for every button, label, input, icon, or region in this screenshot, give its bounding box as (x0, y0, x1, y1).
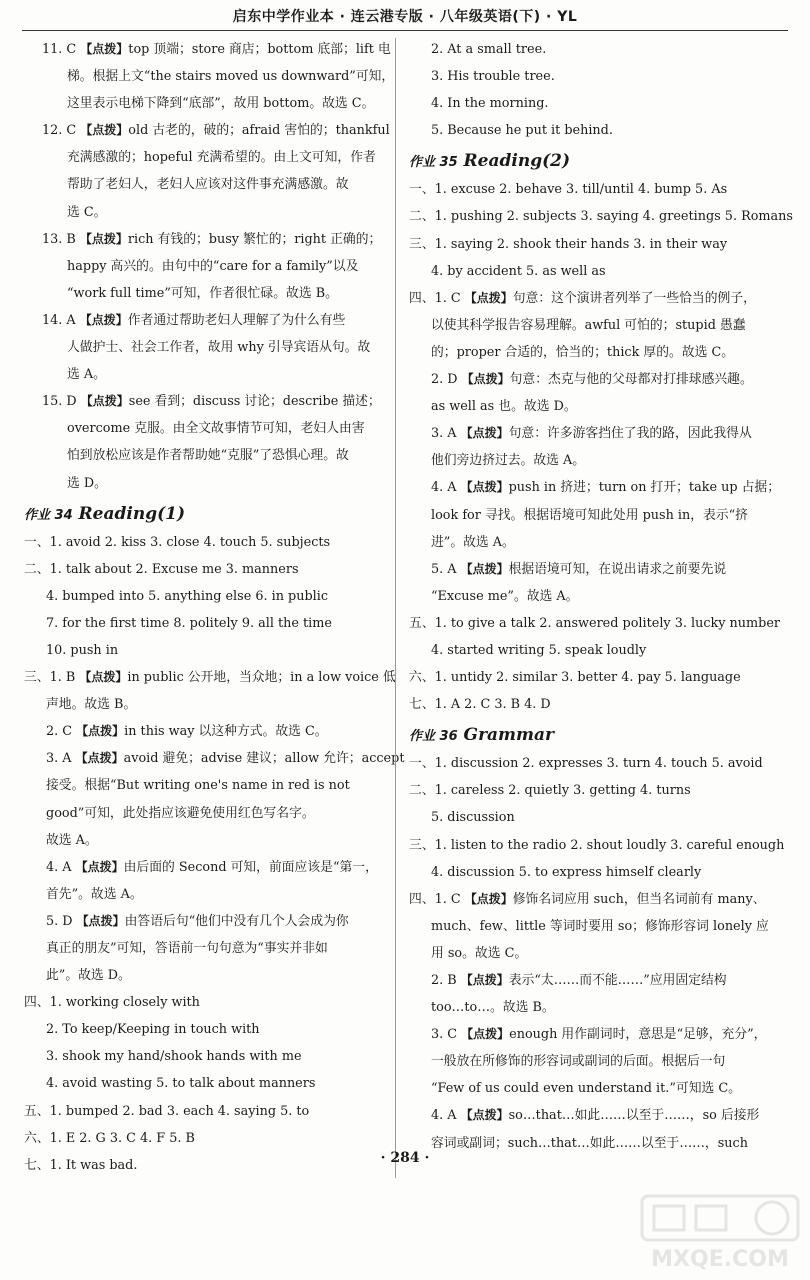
answer-line: 3. shook my hand/shook hands with me (46, 1049, 302, 1065)
header-rule (22, 30, 788, 31)
answer-line: 13. B 【点拨】rich 有钱的；busy 繁忙的；right 正确的； (42, 231, 382, 247)
answer-line: 5. discussion (431, 810, 515, 826)
section-heading (24, 497, 384, 529)
answer-line: 3. His trouble tree. (431, 69, 555, 85)
answer-line: 声地。故选 B。 (46, 697, 137, 713)
answer-line: 此”。故选 D。 (46, 968, 131, 984)
page-header: 启东中学作业本 · 连云港专版 · 八年级英语(下) · YL (232, 9, 578, 25)
section-number: 作业 34 (24, 507, 73, 523)
answer-line: 以使其科学报告容易理解。awful 可怕的；stupid 愚蠢 (431, 317, 746, 333)
answer-line: good”可知，此处指应该避免使用红色写名字。 (46, 805, 315, 821)
answer-line: 真正的朋友”可知，答语前一句句意为“事实并非如 (46, 941, 328, 956)
answer-line: 五、1. to give a talk 2. answered politely 3. lucky number (409, 615, 781, 631)
answer-line: 2. At a small tree. (431, 42, 547, 57)
answer-line: 七、1. A 2. C 3. B 4. D (409, 697, 551, 713)
answer-line: 选 A。 (67, 367, 106, 383)
answer-line: 用 so。故选 C。 (431, 945, 528, 961)
answer-line: 11. C 【点拨】top 顶端；store 商店；bottom 底部；lift 电 (42, 42, 391, 57)
answer-line: too…to…。故选 B。 (431, 1000, 555, 1016)
watermark-logo (640, 1192, 800, 1272)
section-title: Reading(1) (78, 503, 186, 524)
answer-line: 充满感激的；hopeful 充满希望的。由上文可知，作者 (67, 150, 376, 166)
answer-line: 三、1. listen to the radio 2. shout loudly 3. careful enough (409, 837, 785, 853)
answer-line: 四、1. C 【点拨】修饰名词应用 such，但当名词前有 many、 (409, 891, 766, 907)
answer-line: 选 D。 (67, 475, 107, 491)
answer-line: 六、1. E 2. G 3. C 4. F 5. B (24, 1130, 195, 1146)
section-heading (409, 718, 771, 750)
answer-line: 二、1. careless 2. quietly 3. getting 4. turns (409, 783, 691, 799)
answer-line: 三、1. saying 2. shook their hands 3. in their way (409, 236, 728, 252)
answer-line: 7. for the first time 8. politely 9. all the time (46, 615, 332, 631)
answer-line: “work full time”可知，作者很忙碌。故选 B。 (67, 285, 338, 301)
column-divider (395, 38, 396, 1178)
svg-text:MXQE.COM: MXQE.COM (651, 1247, 789, 1272)
answer-line: 5. A 【点拨】根据语境可知，在说出请求之前要先说 (431, 561, 727, 577)
answer-line: 15. D 【点拨】see 看到；discuss 讨论；describe 描述； (42, 394, 381, 410)
right-column (409, 36, 793, 1157)
answer-line: 二、1. pushing 2. subjects 3. saying 4. greetings 5. Romans (409, 209, 793, 225)
answer-line: 帮助了老妇人，老妇人应该对这件事充满感激。故 (67, 177, 349, 193)
answer-line: 一、1. excuse 2. behave 3. till/until 4. bump 5. As (409, 182, 728, 198)
answer-line: 2. B 【点拨】表示“太……而不能……”应用固定结构 (431, 973, 727, 988)
section-number: 作业 35 (409, 155, 458, 171)
answer-line: 5. D 【点拨】由答语后句“他们中没有几个人会成为你 (46, 913, 349, 929)
answer-line: 4. A 【点拨】由后面的 Second 可知，前面应该是“第一， (46, 859, 378, 875)
answer-line: 2. D 【点拨】句意：杰克与他的父母都对打排球感兴趣。 (431, 372, 753, 388)
answer-line: 5. Because he put it behind. (431, 123, 613, 139)
answer-line: 六、1. untidy 2. similar 3. better 4. pay 5. language (409, 670, 741, 686)
section-heading (409, 144, 771, 176)
answer-line: 容词或副词；such…that…如此……以至于……，such (431, 1135, 748, 1151)
answer-line: overcome 克服。由全文故事情节可知，老妇人由害 (67, 421, 365, 437)
answer-line: 四、1. working closely with (24, 995, 200, 1011)
answer-line: as well as 也。故选 D。 (431, 399, 577, 415)
answer-line: 七、1. It was bad. (24, 1157, 138, 1173)
answer-line: much、few、little 等词时要用 so；修饰形容词 lonely 应 (431, 918, 769, 934)
answer-line: 一般放在所修饰的形容词或副词的后面。根据后一句 (431, 1054, 726, 1070)
answer-line: 3. A 【点拨】句意：许多游客挡住了我的路，因此我得从 (431, 426, 752, 442)
answer-line: 的；proper 合适的，恰当的；thick 厚的。故选 C。 (431, 344, 735, 360)
answer-line: 4. avoid wasting 5. to talk about manners (46, 1076, 316, 1092)
answer-line: 一、1. avoid 2. kiss 3. close 4. touch 5. subjects (24, 534, 331, 550)
answer-line: 4. by accident 5. as well as (431, 263, 606, 279)
answer-line: 怕到放松应该是作者帮助她“克服”了恐惧心理。故 (67, 448, 349, 464)
answer-line: 一、1. discussion 2. expresses 3. turn 4. touch 5. avoid (409, 756, 763, 772)
answer-line: 3. C 【点拨】enough 用作副词时，意思是“足够，充分”， (431, 1027, 767, 1043)
answer-line: 4. A 【点拨】so…that…如此……以至于……，so 后接形 (431, 1108, 760, 1124)
answer-line: 3. A 【点拨】avoid 避免；advise 建议；allow 允许；accept (46, 751, 405, 767)
answer-line: 选 C。 (67, 204, 107, 220)
section-number: 作业 36 (409, 729, 458, 745)
answer-line: 五、1. bumped 2. bad 3. each 4. saying 5. to (24, 1103, 310, 1119)
answer-line: 二、1. talk about 2. Excuse me 3. manners (24, 561, 299, 577)
section-title: Grammar (463, 725, 554, 746)
answer-line: “Few of us could even understand it.”可知选 C。 (431, 1081, 741, 1097)
answer-line: 故选 A。 (46, 832, 98, 848)
answer-line: 首先”。故选 A。 (46, 886, 143, 902)
answer-line: 10. push in (46, 642, 119, 658)
answer-line: 人做护士、社会工作者，故用 why 引导宾语从句。故 (67, 340, 371, 356)
answer-line: 12. C 【点拨】old 古老的，破的；afraid 害怕的；thankful (42, 123, 390, 139)
answer-line: “Excuse me”。故选 A。 (431, 588, 579, 604)
answer-line: 2. C 【点拨】in this way 以这种方式。故选 C。 (46, 724, 328, 740)
answer-line: 接受。根据“But writing one's name in red is not (46, 778, 350, 794)
answer-line: 4. discussion 5. to express himself clearly (431, 864, 702, 880)
answer-line: 他们旁边挤过去。故选 A。 (431, 453, 586, 469)
answer-line: 2. To keep/Keeping in touch with (46, 1022, 260, 1038)
page-number: · 284 · (380, 1150, 430, 1166)
answer-line: 4. In the morning. (431, 96, 549, 112)
answer-line: happy 高兴的。由句中的“care for a family”以及 (67, 258, 359, 274)
answer-line: 4. bumped into 5. anything else 6. in public (46, 588, 329, 604)
answer-line: 4. started writing 5. speak loudly (431, 642, 647, 658)
answer-line: 四、1. C 【点拨】句意：这个演讲者列举了一些恰当的例子， (409, 290, 756, 306)
section-title: Reading(2) (463, 151, 571, 172)
answer-line: 这里表示电梯下降到“底部”，故用 bottom。故选 C。 (67, 96, 375, 112)
answer-line: look for 寻找。根据语境可知此处用 push in，表示“挤 (431, 507, 748, 523)
answer-line: 三、1. B 【点拨】in public 公开地，当众地；in a low voice 低 (24, 670, 396, 686)
answer-line: 梯。根据上文“the stairs moved us downward”可知， (67, 69, 395, 85)
answer-line: 进”。故选 A。 (431, 534, 515, 550)
answer-line: 14. A 【点拨】作者通过帮助老妇人理解了为什么有些 (42, 312, 346, 328)
answer-line: 4. A 【点拨】push in 挤进；turn on 打开；take up 占据； (431, 480, 780, 496)
